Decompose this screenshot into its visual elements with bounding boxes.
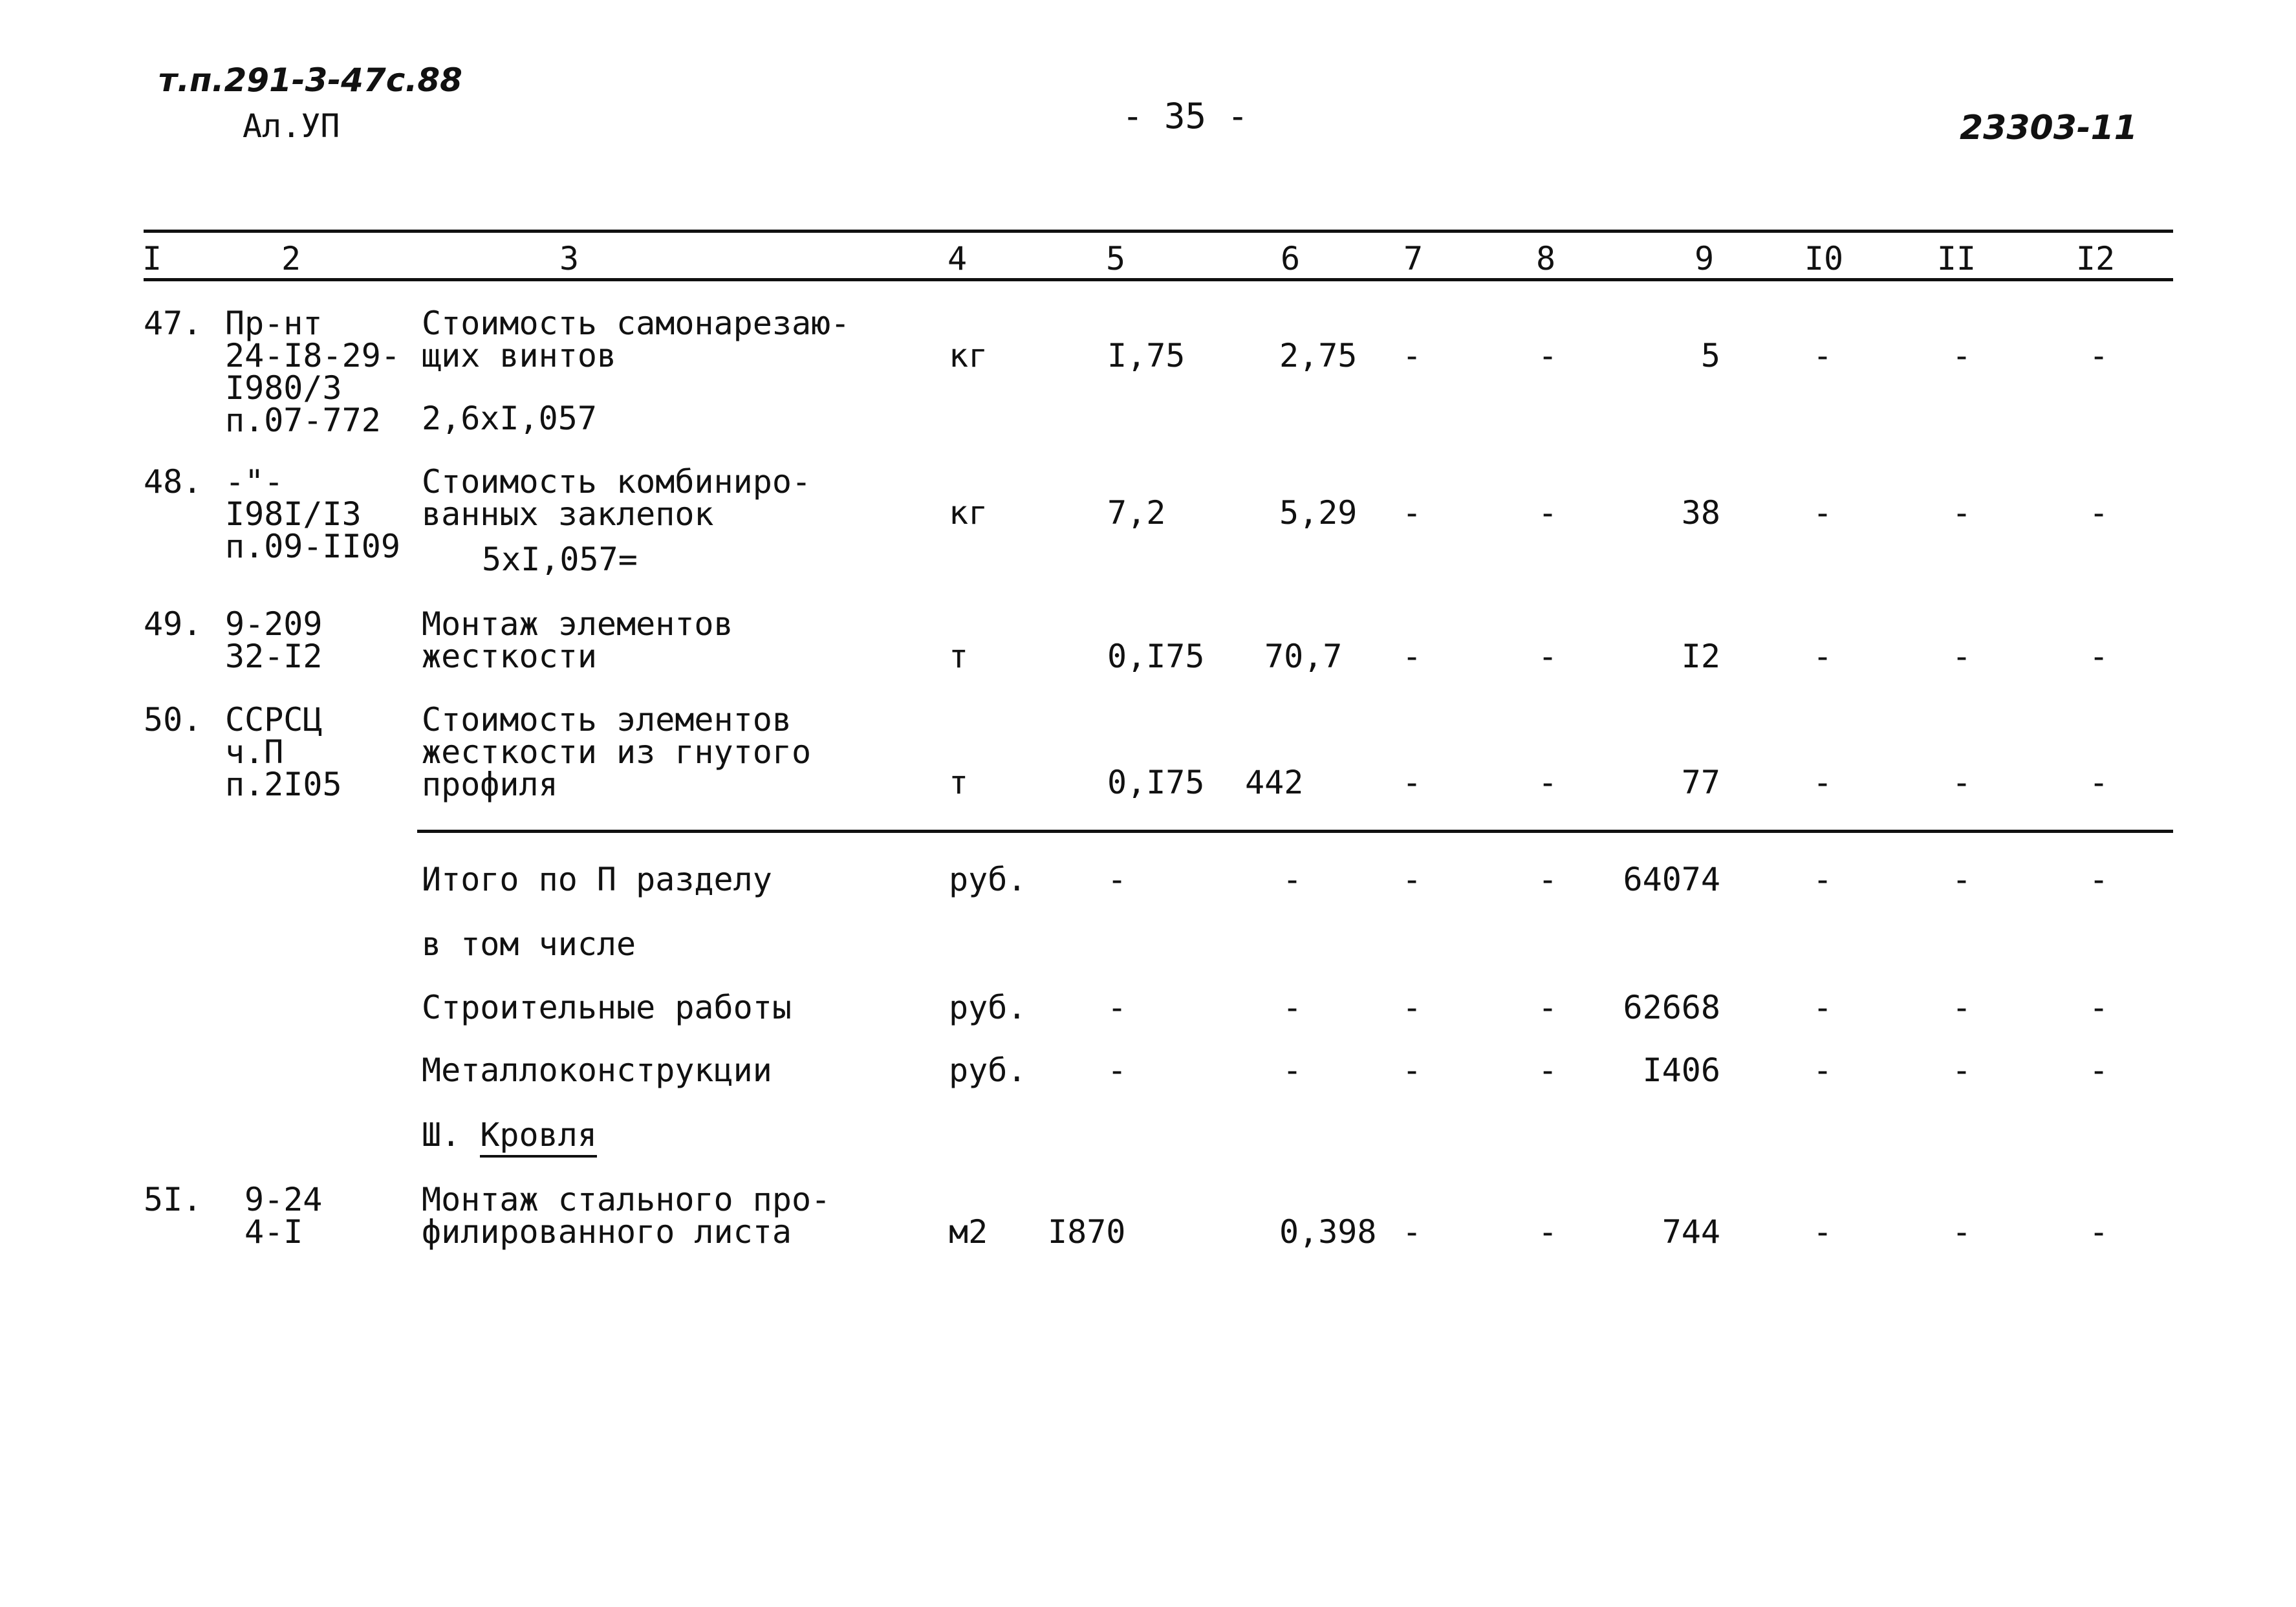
- col-header-6: 6: [1280, 240, 1301, 277]
- totals-col6: -: [1283, 1052, 1303, 1089]
- row-description: Стоимость комбиниро- ванных заклепок: [422, 463, 812, 533]
- row-col5: 0,I75: [1107, 764, 1205, 801]
- row-col7: -: [1402, 1213, 1422, 1251]
- totals-label: Металлоконструкции: [422, 1052, 772, 1089]
- row-col6: 5,29: [1279, 494, 1358, 532]
- totals-col8: -: [1538, 989, 1558, 1026]
- col-header-12: I2: [2075, 240, 2116, 277]
- page-number: - 35 -: [1122, 96, 1249, 136]
- totals-rule: [417, 830, 2173, 833]
- row-col11: -: [1952, 494, 1972, 532]
- row-col12: -: [2089, 1213, 2109, 1251]
- row-formula: 2,6хI,057: [422, 400, 597, 437]
- row-col11: -: [1952, 764, 1972, 801]
- col-header-4: 4: [947, 240, 968, 277]
- col-header-8: 8: [1535, 240, 1556, 277]
- totals-col11: -: [1952, 989, 1972, 1026]
- totals-col6: -: [1283, 861, 1303, 898]
- row-col5: 7,2: [1107, 494, 1166, 532]
- totals-col7: -: [1402, 861, 1422, 898]
- row-col11: -: [1952, 638, 1972, 675]
- row-number: 49.: [144, 605, 202, 643]
- row-col9: 744: [1662, 1213, 1720, 1251]
- section-title: Кровля: [480, 1116, 597, 1158]
- totals-unit: руб.: [949, 861, 1027, 898]
- row-col11: -: [1952, 337, 1972, 374]
- totals-col10: -: [1813, 861, 1833, 898]
- totals-col8: -: [1538, 861, 1558, 898]
- row-code: Пр-нт 24-I8-29- I980/3 п.07-772: [225, 305, 400, 439]
- row-col5: I870: [1048, 1213, 1126, 1251]
- totals-col9: I406: [1642, 1052, 1720, 1089]
- section-prefix: Ш.: [422, 1116, 461, 1154]
- row-col6: 2,75: [1279, 337, 1358, 374]
- totals-col9: 64074: [1623, 861, 1720, 898]
- section-heading: [422, 1116, 597, 1154]
- totals-col5: -: [1107, 861, 1127, 898]
- totals-unit: руб.: [949, 989, 1027, 1026]
- row-col9: 77: [1681, 764, 1720, 801]
- totals-col6: -: [1283, 989, 1303, 1026]
- row-col7: -: [1402, 638, 1422, 675]
- row-col10: -: [1813, 1213, 1833, 1251]
- row-col11: -: [1952, 1213, 1972, 1251]
- totals-unit: руб.: [949, 1052, 1027, 1089]
- totals-col5: -: [1107, 1052, 1127, 1089]
- row-col8: -: [1538, 638, 1558, 675]
- col-header-11: II: [1936, 240, 1977, 277]
- col-header-2: 2: [281, 240, 301, 277]
- row-col10: -: [1813, 638, 1833, 675]
- row-col8: -: [1538, 1213, 1558, 1251]
- totals-col7: -: [1402, 1052, 1422, 1089]
- row-col10: -: [1813, 764, 1833, 801]
- row-code: 9-209 32-I2: [225, 605, 323, 675]
- totals-col11: -: [1952, 1052, 1972, 1089]
- col-header-3: 3: [559, 240, 579, 277]
- row-unit: кг: [949, 494, 988, 532]
- col-header-7: 7: [1403, 240, 1424, 277]
- row-col6: 442: [1245, 764, 1304, 801]
- row-unit: т: [949, 764, 969, 801]
- row-col7: -: [1402, 494, 1422, 532]
- row-description: Монтаж элементов жесткости: [422, 605, 733, 675]
- row-code: ССРСЦ ч.П п.2I05: [225, 701, 342, 803]
- row-col7: -: [1402, 764, 1422, 801]
- row-description: Стоимость самонарезаю- щих винтов: [422, 305, 850, 374]
- row-unit: кг: [949, 337, 988, 374]
- row-unit: м2: [949, 1213, 988, 1251]
- row-col8: -: [1538, 337, 1558, 374]
- row-col5: I,75: [1107, 337, 1186, 374]
- doc-code: т.п.291-3-47с.88: [158, 61, 462, 99]
- row-col6: 70,7: [1264, 638, 1343, 675]
- totals-col10: -: [1813, 1052, 1833, 1089]
- totals-col12: -: [2089, 861, 2109, 898]
- totals-col8: -: [1538, 1052, 1558, 1089]
- row-unit: т: [949, 638, 969, 675]
- row-col10: -: [1813, 494, 1833, 532]
- row-col12: -: [2089, 337, 2109, 374]
- header-bottom-rule: [144, 278, 2173, 281]
- totals-col11: -: [1952, 861, 1972, 898]
- row-col9: 38: [1681, 494, 1720, 532]
- row-number: 47.: [144, 305, 202, 342]
- row-formula: 5хI,057=: [482, 541, 638, 578]
- row-col7: -: [1402, 337, 1422, 374]
- row-code: 9-24 4-I: [244, 1181, 323, 1251]
- col-header-9: 9: [1694, 240, 1715, 277]
- totals-col12: -: [2089, 1052, 2109, 1089]
- row-code: -"- I98I/I3 п.09-II09: [225, 463, 400, 565]
- col-header-5: 5: [1105, 240, 1126, 277]
- totals-col7: -: [1402, 989, 1422, 1026]
- totals-col10: -: [1813, 989, 1833, 1026]
- totals-col12: -: [2089, 989, 2109, 1026]
- row-description: Монтаж стального про- филированного листа: [422, 1181, 831, 1251]
- album-label: Ал.УП: [243, 107, 340, 145]
- col-header-1: I: [142, 240, 162, 277]
- totals-label: Итого по П разделу: [422, 861, 772, 898]
- row-number: 48.: [144, 463, 202, 501]
- row-col6: 0,398: [1279, 1213, 1377, 1251]
- row-number: 50.: [144, 701, 202, 739]
- row-col12: -: [2089, 764, 2109, 801]
- row-description: Стоимость элементов жесткости из гнутого профиля: [422, 701, 812, 803]
- row-col9: 5: [1700, 337, 1720, 374]
- row-col12: -: [2089, 494, 2109, 532]
- row-col8: -: [1538, 494, 1558, 532]
- including-label: в том числе: [422, 925, 636, 963]
- table-top-rule: [144, 230, 2173, 233]
- archive-number: 23303-11: [1960, 109, 2138, 147]
- totals-label: Строительные работы: [422, 989, 792, 1026]
- row-col5: 0,I75: [1107, 638, 1205, 675]
- totals-col5: -: [1107, 989, 1127, 1026]
- row-col10: -: [1813, 337, 1833, 374]
- row-col12: -: [2089, 638, 2109, 675]
- row-number: 5I.: [144, 1181, 202, 1218]
- row-col9: I2: [1681, 638, 1720, 675]
- totals-col9: 62668: [1623, 989, 1720, 1026]
- row-col8: -: [1538, 764, 1558, 801]
- col-header-10: I0: [1804, 240, 1844, 277]
